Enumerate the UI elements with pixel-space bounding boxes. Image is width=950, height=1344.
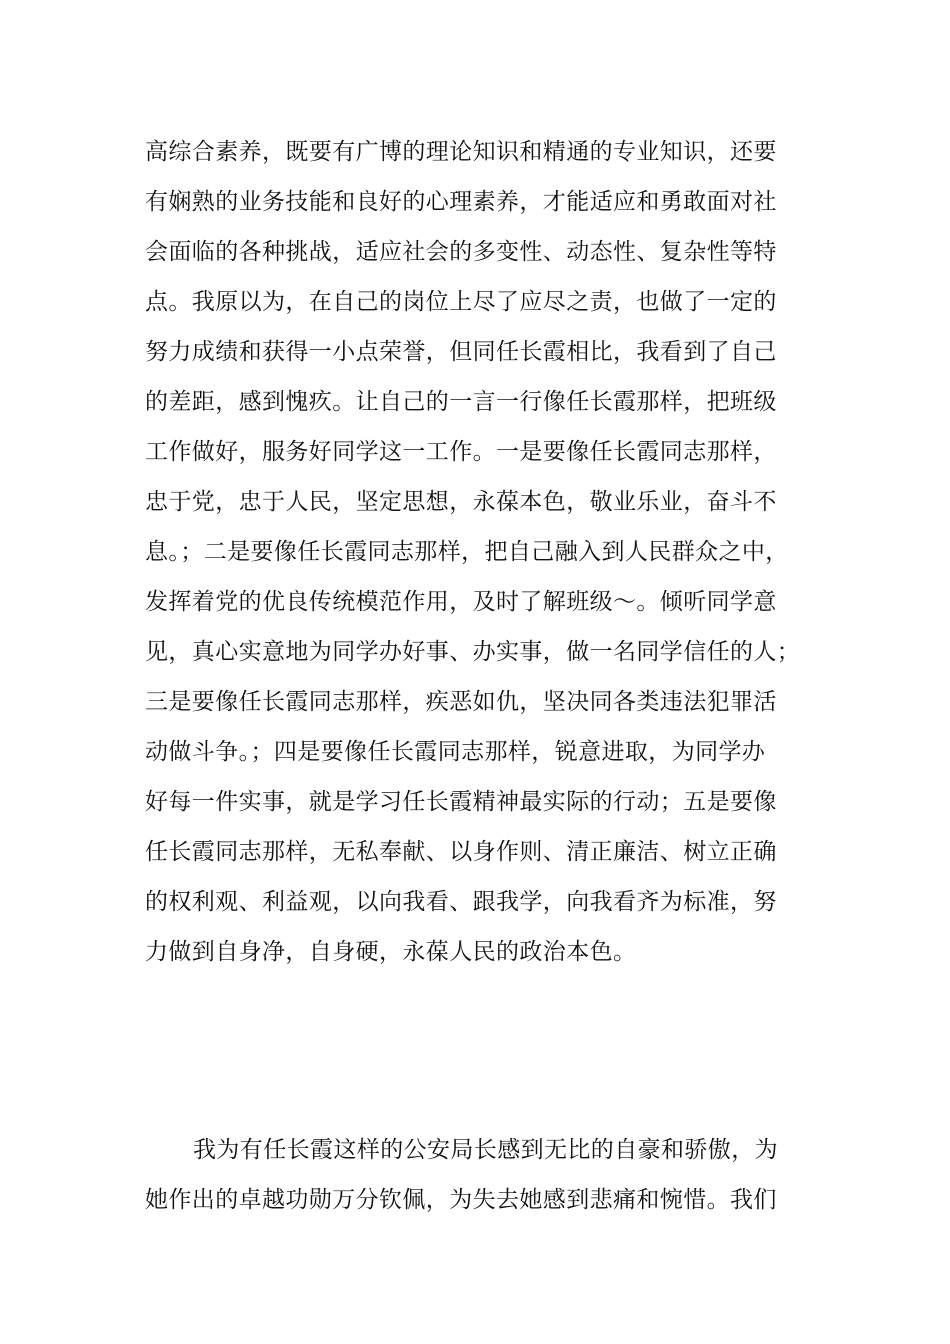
paragraph-1-line-5: 努力成绩和获得一小点荣誉，但同任长霞相比，我看到了自己 [145,339,777,365]
paragraph-1-line-3: 会面临的各种挑战，适应社会的多变性、动态性、复杂性等特 [145,239,777,265]
paragraph-1-line-10: 发挥着党的优良传统模范作用，及时了解班级～。倾听同学意 [145,589,777,615]
paragraph-1-line-9: 息。；二是要像任长霞同志那样，把自己融入到人民群众之中， [145,539,789,565]
paragraph-1-line-1: 高综合素养，既要有广博的理论知识和精通的专业知识，还要 [145,139,777,165]
paragraph-2-line-1: 我为有任长霞这样的公安局长感到无比的自豪和骄傲，为 [193,1137,778,1163]
paragraph-1-line-2: 有娴熟的业务技能和良好的心理素养，才能适应和勇敢面对社 [145,189,777,215]
paragraph-1-line-12: 三是要像任长霞同志那样，疾恶如仇，坚决同各类违法犯罪活 [145,689,777,715]
paragraph-1-line-8: 忠于党，忠于人民，坚定思想，永葆本色，敬业乐业，奋斗不 [145,489,777,515]
paragraph-1-line-7: 工作做好，服务好同学这一工作。一是要像任长霞同志那样， [145,439,777,465]
paragraph-1-line-4: 点。我原以为，在自己的岗位上尽了应尽之责，也做了一定的 [145,289,777,315]
paragraph-1-line-15: 任长霞同志那样，无私奉献、以身作则、清正廉洁、树立正确 [145,839,777,865]
paragraph-2-line-2: 她作出的卓越功勋万分钦佩，为失去她感到悲痛和惋惜。我们 [145,1187,777,1213]
paragraph-1-line-17: 力做到自身净，自身硬，永葆人民的政治本色。 [145,939,637,965]
paragraph-1-line-16: 的权利观、利益观，以向我看、跟我学，向我看齐为标准，努 [145,889,777,915]
paragraph-1-line-11: 见，真心实意地为同学办好事、办实事，做一名同学信任的人； [145,639,801,665]
paragraph-1-line-14: 好每一件实事，就是学习任长霞精神最实际的行动；五是要像 [145,789,777,815]
paragraph-1-line-13: 动做斗争。；四是要像任长霞同志那样，锐意进取，为同学办 [145,739,766,765]
paragraph-1-line-6: 的差距，感到愧疚。让自己的一言一行像任长霞那样，把班级 [145,389,777,415]
